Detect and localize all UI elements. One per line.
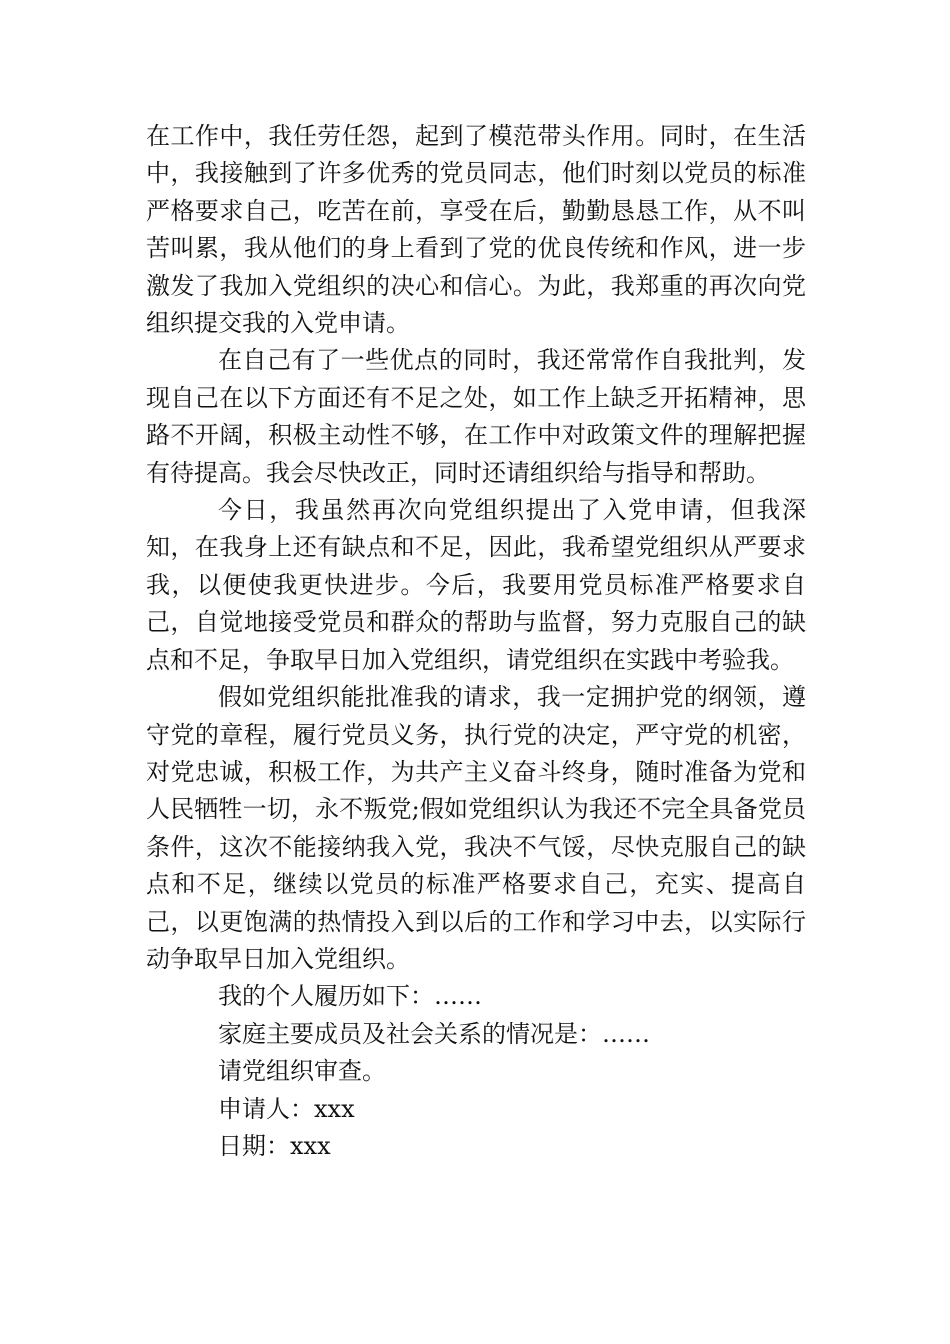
document-page [146,118,806,1165]
date-line: 日期：xxx [218,1131,331,1160]
paragraph-4: 假如党组织能批准我的请求，我一定拥护党的纲领，遵守党的章程，履行党员义务，执行党的决定，严守党的机密，对党忠诚，积极工作，为共产主义奋斗终身，随时准备为党和人民牺牲一切，永不叛党;假如党组织认为我还不完全具备党员条件，这次不能接纳我入党，我决不气馁，尽快克服自己的缺点和不足，继续以党员的标准严格要求自己，充实、提高自己，以更饱满的热情投入到以后的工作和学习中去，以实际行动争取早日加入党组织。 [146,683,806,973]
resume-line: 我的个人履历如下：…… [218,982,482,1011]
paragraph-2: 在自己有了一些优点的同时，我还常常作自我批判，发现自己在以下方面还有不足之处，如工作上缺乏开拓精神，思路不开阔，积极主动性不够，在工作中对政策文件的理解把握有待提高。我会尽快改正，同时还请组织给与指导和帮助。 [146,346,806,487]
applicant-line: 申请人：xxx [218,1094,355,1123]
paragraph-3: 今日，我虽然再次向党组织提出了入党申请，但我深知，在我身上还有缺点和不足，因此，我希望党组织从严要求我，以便使我更快进步。今后，我要用党员标准严格要求自己，自觉地接受党员和群众的帮助与监督，努力克服自己的缺点和不足，争取早日加入党组织，请党组织在实践中考验我。 [146,496,806,674]
family-relations-line: 家庭主要成员及社会关系的情况是：…… [218,1019,650,1048]
paragraph-1: 在工作中，我任劳任怨，起到了模范带头作用。同时，在生活中，我接触到了许多优秀的党员同志，他们时刻以党员的标准严格要求自己，吃苦在前，享受在后，勤勤恳恳工作，从不叫苦叫累，我从他们的身上看到了党的优良传统和作风，进一步激发了我加入党组织的决心和信心。为此，我郑重的再次向党组织提交我的入党申请。 [146,122,806,338]
review-request-line: 请党组织审查。 [218,1057,386,1086]
